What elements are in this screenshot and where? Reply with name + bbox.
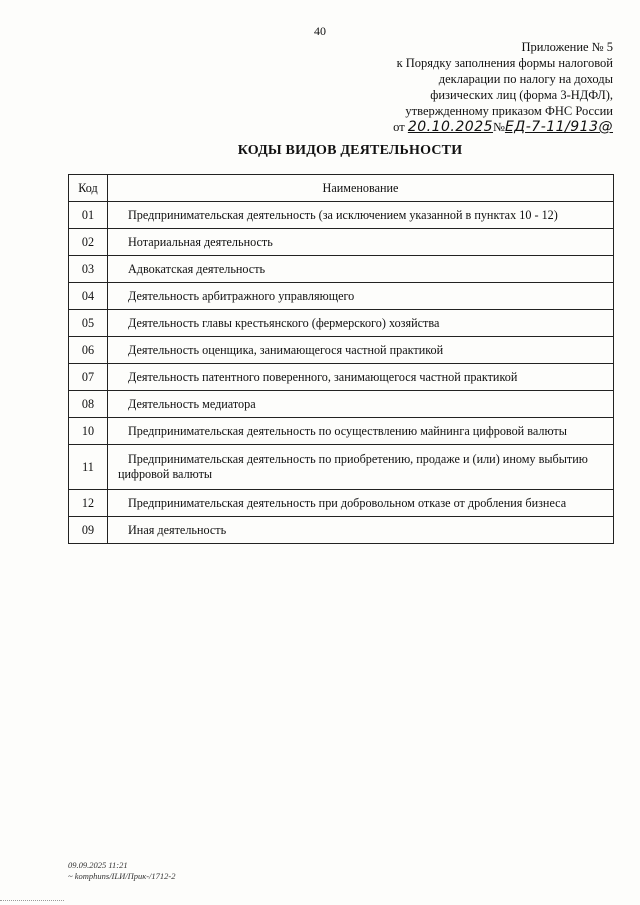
table-row <box>69 445 614 490</box>
table-row <box>69 364 614 391</box>
page-number: 40 <box>314 24 326 38</box>
row-name: Нотариальная деятельность <box>108 229 614 256</box>
table-row <box>69 283 614 310</box>
row-name: Деятельность медиатора <box>108 391 614 418</box>
document-title: КОДЫ ВИДОВ ДЕЯТЕЛЬНОСТИ <box>237 143 463 158</box>
row-name: Деятельность главы крестьянского (фермерского) хозяйства <box>108 310 614 337</box>
row-code: 09 <box>69 517 108 544</box>
row-code: 05 <box>69 310 108 337</box>
appendix-line-5: утвержденному приказом ФНС России <box>405 104 613 118</box>
header-name: Наименование <box>108 175 614 202</box>
row-code: 12 <box>69 490 108 517</box>
row-code: 03 <box>69 256 108 283</box>
row-code: 04 <box>69 283 108 310</box>
row-name: Предпринимательская деятельность при добровольном отказе от дробления бизнеса <box>108 490 614 517</box>
table-row <box>69 391 614 418</box>
row-code: 10 <box>69 418 108 445</box>
footer-file-ref: ~ komphuns/ILИ/Прик-/1712-2 <box>68 871 176 881</box>
row-code: 06 <box>69 337 108 364</box>
order-number: ЕД-7-11/913@ <box>504 119 613 135</box>
appendix-line-4: физических лиц (форма 3-НДФЛ), <box>430 88 613 102</box>
table-row <box>69 202 614 229</box>
appendix-line-3: декларации по налогу на доходы <box>438 72 613 86</box>
table-row <box>69 337 614 364</box>
row-code: 02 <box>69 229 108 256</box>
row-code: 01 <box>69 202 108 229</box>
table-row <box>69 256 614 283</box>
row-name: Деятельность оценщика, занимающегося частной практикой <box>108 337 614 364</box>
order-from-label: от <box>393 120 405 134</box>
row-code: 08 <box>69 391 108 418</box>
table-header-row <box>69 175 614 202</box>
table-row <box>69 418 614 445</box>
row-name: Предпринимательская деятельность (за исключением указанной в пунктах 10 - 12) <box>108 202 614 229</box>
row-code: 07 <box>69 364 108 391</box>
order-date: 20.10.2025 <box>407 119 494 135</box>
footer-timestamp: 09.09.2025 11:21 <box>68 860 128 870</box>
table-row <box>69 229 614 256</box>
row-name: Предпринимательская деятельность по приобретению, продаже и (или) иному выбытию цифровой валюты <box>108 445 614 490</box>
row-name: Адвокатская деятельность <box>108 256 614 283</box>
row-name: Деятельность патентного поверенного, занимающегося частной практикой <box>108 364 614 391</box>
row-name: Иная деятельность <box>108 517 614 544</box>
appendix-line-1: Приложение № 5 <box>521 40 613 54</box>
table-row <box>69 490 614 517</box>
table-row <box>69 310 614 337</box>
row-name: Предпринимательская деятельность по осуществлению майнинга цифровой валюты <box>108 418 614 445</box>
row-name: Деятельность арбитражного управляющего <box>108 283 614 310</box>
order-number-label: № <box>493 120 505 134</box>
order-reference <box>393 119 613 135</box>
table-row <box>69 517 614 544</box>
print-footer <box>68 860 176 882</box>
scan-edge-mark <box>0 900 64 901</box>
activity-codes-table <box>68 174 614 544</box>
row-code: 11 <box>69 445 108 490</box>
appendix-header <box>393 39 613 135</box>
header-code: Код <box>69 175 108 202</box>
appendix-line-2: к Порядку заполнения формы налоговой <box>396 56 613 70</box>
